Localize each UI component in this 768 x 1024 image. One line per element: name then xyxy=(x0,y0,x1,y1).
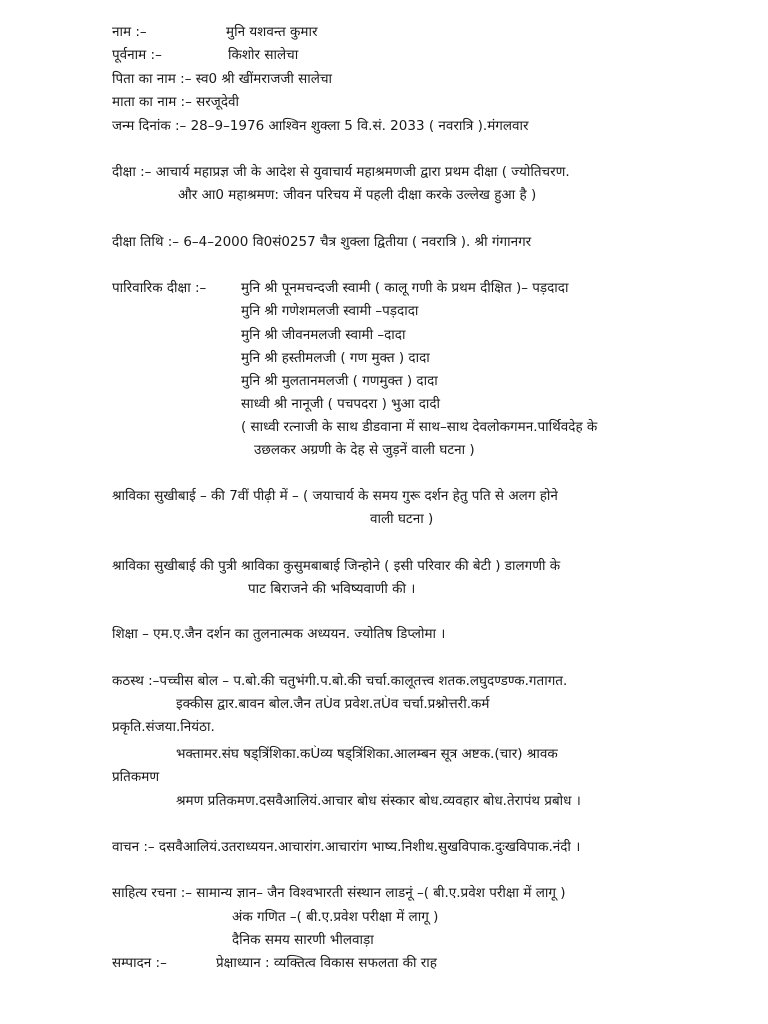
sampadan-value: प्रेक्षाध्यान : व्यक्तित्व विकास सफलता की राह xyxy=(216,955,437,971)
kanthasth-line-4: भक्तामर.संघ षड्त्रिंशिका.कÙव्य षड्त्रिंशिका.आलम्बन सूत्र अष्टक.(चार) श्रावक xyxy=(176,746,558,762)
sahitya-line-1: साहित्य रचना :– सामान्य ज्ञान– जैन विश्वभारती संस्थान लाडनूं –( बी.ए.प्रवेश परीक्षा में लागू ) xyxy=(112,885,566,901)
mother-name: माता का नाम :– सरजूदेवी xyxy=(112,94,239,110)
name-value: मुनि यशवन्त कुमार xyxy=(226,24,318,40)
family-diksha-label: पारिवारिक दीक्षा :– xyxy=(112,280,207,296)
kanthasth-line-5: प्रतिकमण xyxy=(112,769,160,785)
family-diksha-line: मुनि श्री हस्तीमलजी ( गण मुक्त ) दादा xyxy=(241,350,430,366)
shravika-line-1: श्राविका सुखीबाई – की 7वीं पीढ़ी में – ( जयाचार्य के समय गुरू दर्शन हेतु पति से अलग होने xyxy=(112,488,558,504)
kanthasth-line-3: प्रकृति.संजया.नियंठा. xyxy=(112,719,215,735)
name-label: नाम :– xyxy=(112,24,147,40)
education: शिक्षा – एम.ए.जैन दर्शन का तुलनात्मक अध्ययन. ज्योतिष डिप्लोमा । xyxy=(112,626,446,642)
father-name: पिता का नाम :– स्व0 श्री खींमराजजी सालेचा xyxy=(112,71,333,87)
family-diksha-note-1: ( साध्वी रत्नाजी के साथ डीडवाना में साथ–साथ देवलोकगमन.पार्थिवदेह के xyxy=(241,419,598,435)
birth-date: जन्म दिनांक :– 28–9–1976 आश्विन शुक्ला 5 वि.सं. 2033 ( नवरात्रि ).मंगलवार xyxy=(112,118,529,134)
former-name-label: पूर्वनाम :– xyxy=(112,47,162,63)
diksha-line-1: दीक्षा :– आचार्य महाप्रज्ञ जी के आदेश से युवाचार्य महाश्रमणजी द्वारा प्रथम दीक्षा ( ज्योतिचरण. xyxy=(112,164,570,180)
diksha-date: दीक्षा तिथि :– 6–4–2000 वि0सं0257 चैत्र शुक्ला द्वितीया ( नवरात्रि ). श्री गंगानगर xyxy=(112,234,532,250)
shravika-daughter-line-2: पाट बिराजने की भविष्यवाणी की । xyxy=(248,581,416,597)
vachan: वाचन :– दसवैआलियं.उतराध्ययन.आचारांग.आचारांग भाष्य.निशीथ.सुखविपाक.दुःखविपाक.नंदी । xyxy=(112,839,581,855)
shravika-line-2: वाली घटना ) xyxy=(370,511,434,527)
family-diksha-line: साध्वी श्री नानूजी ( पचपदरा ) भुआ दादी xyxy=(241,396,441,412)
family-diksha-line: मुनि श्री मुलतानमलजी ( गणमुक्त ) दादा xyxy=(241,373,438,389)
sahitya-line-3: दैनिक समय सारणी भीलवाड़ा xyxy=(232,932,374,948)
kanthasth-line-2: इक्कीस द्वार.बावन बोल.जैन तÙव प्रवेश.तÙव चर्चा.प्रश्नोत्तरी.कर्म xyxy=(176,696,490,712)
sahitya-line-2: अंक गणित –( बी.ए.प्रवेश परीक्षा में लागू ) xyxy=(232,909,439,925)
shravika-daughter-line-1: श्राविका सुखीबाई की पुत्री श्राविका कुसुमबाबाई जिन्होने ( इसी परिवार की बेटी ) डालगणी के xyxy=(112,558,561,574)
kanthasth-line-1: कठस्थ :–पच्चीस बोल – प.बो.की चतुभंगी.प.बो.की चर्चा.कालूतत्त्व शतक.लघुदण्डण्क.गतागत. xyxy=(112,673,568,689)
family-diksha-line: मुनि श्री पूनमचन्दजी स्वामी ( कालू गणी के प्रथम दीक्षित )– पड़दादा xyxy=(241,280,569,296)
former-name-value: किशोर सालेचा xyxy=(228,47,299,63)
family-diksha-note-2: उछलकर अग्रणी के देह से जुड़नें वाली घटना ) xyxy=(254,442,475,458)
family-diksha-line: मुनि श्री जीवनमलजी स्वामी –दादा xyxy=(241,327,406,343)
sampadan-label: सम्पादन :– xyxy=(112,955,167,971)
diksha-line-2: और आ0 महाश्रमण: जीवन परिचय में पहली दीक्षा करके उल्लेख हुआ है ) xyxy=(178,187,537,203)
family-diksha-line: मुनि श्री गणेशमलजी स्वामी –पड़दादा xyxy=(241,303,419,319)
kanthasth-line-6: श्रमण प्रतिकमण.दसवैआलियं.आचार बोध संस्कार बोध.व्यवहार बोध.तेरापंथ प्रबोध । xyxy=(176,793,581,809)
